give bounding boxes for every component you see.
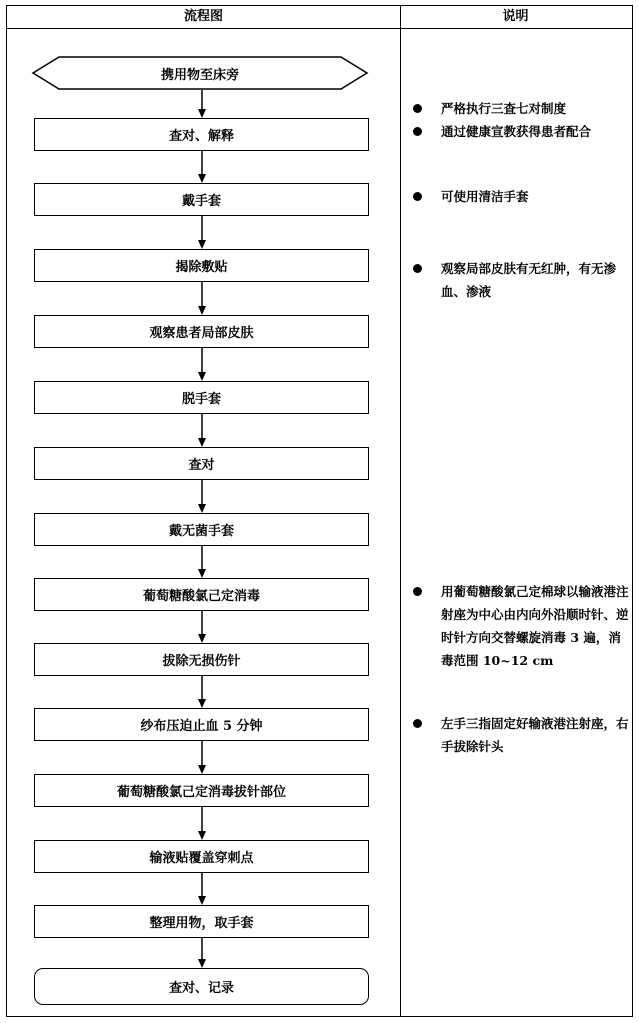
flow-step-check-explain: 查对、解释 — [34, 118, 369, 151]
flow-step-put-on-gloves: 戴手套 — [34, 183, 369, 216]
flow-arrow — [198, 676, 206, 708]
bullet-icon — [413, 192, 422, 201]
note-text: 左手三指固定好输液港注射座，右手拔除针头 — [441, 716, 629, 754]
note-item — [411, 120, 633, 143]
flow-arrow — [198, 151, 206, 183]
flow-arrow — [198, 480, 206, 513]
note-group-remove-needle — [411, 712, 633, 758]
flow-step-start: 携用物至床旁 — [160, 67, 239, 83]
flow-arrow — [198, 216, 206, 249]
flow-step-cover-puncture: 输液贴覆盖穿刺点 — [34, 840, 369, 873]
bullet-icon — [413, 587, 422, 596]
column-divider — [400, 6, 401, 1016]
flow-arrow — [198, 546, 206, 578]
note-item — [411, 712, 633, 758]
note-text: 可使用清洁手套 — [441, 189, 529, 204]
flow-step-tidy-up: 整理用物，取手套 — [34, 905, 369, 938]
note-group-gloves — [411, 185, 633, 208]
bullet-icon — [413, 719, 422, 728]
bullet-icon — [413, 104, 422, 113]
flow-arrow — [198, 938, 206, 968]
flow-step-remove-needle: 拔除无损伤针 — [34, 643, 369, 676]
note-group-verify — [411, 97, 633, 143]
notes-column-header: 说明 — [502, 9, 529, 24]
note-group-disinfect — [411, 580, 633, 672]
flow-step-check: 查对 — [34, 447, 369, 480]
flow-step-take-off-gloves: 脱手套 — [34, 381, 369, 414]
note-text: 严格执行三查七对制度 — [441, 101, 567, 116]
note-item — [411, 97, 633, 120]
flow-step-disinfect: 葡萄糖酸氯己定消毒 — [34, 578, 369, 611]
bullet-icon — [413, 264, 422, 273]
flow-step-remove-dressing: 揭除敷贴 — [34, 249, 369, 282]
flow-arrow — [198, 807, 206, 840]
bullet-icon — [413, 127, 422, 136]
note-text: 通过健康宣教获得患者配合 — [441, 124, 592, 139]
note-item — [411, 580, 633, 672]
note-item — [411, 257, 633, 303]
note-text: 观察局部皮肤有无红肿，有无渗血、渗液 — [441, 261, 617, 299]
flow-step-disinfect-site: 葡萄糖酸氯己定消毒拔针部位 — [34, 774, 369, 807]
flow-step-observe-skin: 观察患者局部皮肤 — [34, 315, 369, 348]
flow-arrow — [198, 90, 206, 118]
flow-arrow — [198, 348, 206, 381]
procedure-table — [6, 5, 633, 1017]
flow-arrow — [198, 282, 206, 315]
flow-step-press-gauze: 纱布压迫止血 5 分钟 — [34, 708, 369, 741]
flow-arrow — [198, 873, 206, 905]
flow-arrow — [198, 611, 206, 643]
flow-step-end: 查对、记录 — [34, 968, 369, 1005]
flowchart-column-header: 流程图 — [183, 9, 223, 24]
flow-step-sterile-gloves: 戴无菌手套 — [34, 513, 369, 546]
note-item — [411, 185, 633, 208]
note-group-observe — [411, 257, 633, 303]
flow-arrow — [198, 414, 206, 447]
note-text: 用葡萄糖酸氯己定棉球以输液港注射座为中心由内向外沿顺时针、逆时针方向交替螺旋消毒 3 遍，消毒范围 10~12 cm — [441, 584, 629, 668]
flow-arrow — [198, 741, 206, 774]
